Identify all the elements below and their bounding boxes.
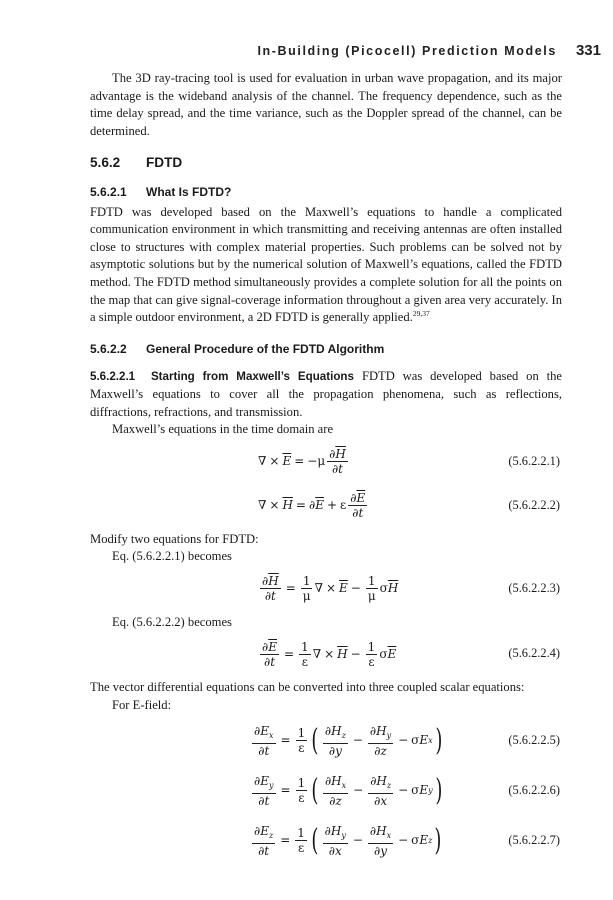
section-title: FDTD [146,155,183,171]
running-header [90,42,601,59]
equation-7-math: $\frac{\partial E_z}{\partial t}$ = $\frac{1}{\varepsilon}$ ( $\frac{\partial H_y}{\partial x}$ − $\frac{\partial H_x}{\partial y}$ − σ E z ) [254,822,442,858]
eq1-becomes: Eq. (5.6.2.2.1) becomes [112,549,232,564]
subsection-2-heading [90,341,562,359]
equation-7 [90,819,562,863]
equation-6 [90,769,562,813]
equation-4-math: $\frac{\partial\overline{E}}{\partial t}$ = $\frac{1}{\varepsilon}$ ∇ × $\overline{H}$ − $\frac{1}{\varepsilon}$ σ $\overline{E}$ [262,639,397,669]
section-number: 5.6.2 [90,155,121,171]
running-title: In-Building (Picocell) Prediction Models [257,44,557,58]
equation-1-label: (5.6.2.2.1) [508,453,560,468]
equation-5-label: (5.6.2.2.5) [508,732,560,747]
subsubsection-text: FDTD was developed based on the Maxwell’s equations to cover all the propagation phenomena, such as reflections, diffractions, refractions, and transmission. [90,369,562,419]
equation-7-label: (5.6.2.2.7) [508,832,560,847]
subsection-1-heading [90,184,562,202]
subsubsection-number: 5.6.2.2.1 [90,370,136,384]
section-heading [90,154,562,172]
equation-2-math: ∇ × $\overline{H}$ = ∂ $\overline{E}$ + ε $\frac{\partial\overline{E}}{\partial t}$ [258,491,366,521]
subsubsection-title: Starting from Maxwell’s Equations [150,370,354,384]
subsubsection-paragraph [90,368,562,421]
citation: 29,37 [412,308,430,318]
equation-1-math: ∇ × $\overline{E}$ = −μ $\frac{\partial\overline{H}}{\partial t}$ [258,447,346,477]
page-body [90,70,562,869]
equation-3-math: $\frac{\partial\overline{H}}{\partial t}$ = $\frac{1}{\mu}$ ∇ × $\overline{E}$ − $\frac{1}{\mu}$ σ $\overline{H}$ [262,574,399,604]
equation-3 [90,570,562,608]
subsection-1-title: What Is FDTD? [146,184,232,199]
subsection-2-title: General Procedure of the FDTD Algorithm [146,341,385,356]
for-e-field: For E-field: [112,698,172,713]
equation-3-label: (5.6.2.2.3) [508,581,560,596]
vector-text: The vector differential equations can be converted into three coupled scalar equations: [90,680,525,695]
modify-text: Modify two equations for FDTD: [90,531,259,546]
subsection-1-number: 5.6.2.1 [90,184,127,199]
page-number: 331 [575,42,601,59]
equation-6-math: $\frac{\partial E_y}{\partial t}$ = $\frac{1}{\varepsilon}$ ( $\frac{\partial H_x}{\partial z}$ − $\frac{\partial H_z}{\partial x}$ − σ E y ) [254,772,443,808]
equation-5-math: $\frac{\partial E_x}{\partial t}$ = $\frac{1}{\varepsilon}$ ( $\frac{\partial H_z}{\partial y}$ − $\frac{\partial H_y}{\partial z}$ − σ E x ) [254,722,443,758]
equation-2-label: (5.6.2.2.2) [508,497,560,512]
subsection-1-paragraph [90,204,562,327]
subsubsection-heading [90,370,354,383]
subsection-1-text: FDTD was developed based on the Maxwell’s equations to handle a complicated communication environment in which transmitting and receiving antennas are often installed close to structures with complex material properties. Such problems can be solved not by asymptotic solutions but by the numerical solution of Maxwell’s equations, called the FDTD method. The FDTD method simultaneously provides a complete solution for all the points on the map that can give signal-coverage information throughout a given area very accurately. In a simple outdoor environment, a 2D FDTD is generally applied. [90,204,562,325]
equation-5 [90,719,562,763]
equation-2 [90,487,562,525]
equation-4 [90,635,562,673]
eq2-becomes: Eq. (5.6.2.2.2) becomes [112,614,232,629]
equation-6-label: (5.6.2.2.6) [508,782,560,797]
subsection-2-number: 5.6.2.2 [90,341,127,356]
equation-1 [90,443,562,481]
maxwell-intro: Maxwell’s equations in the time domain are [112,422,334,437]
equation-4-label: (5.6.2.2.4) [508,646,560,661]
intro-paragraph: The 3D ray-tracing tool is used for evaluation in urban wave propagation, and its major advantage is the wideband analysis of the channel. The frequency dependence, such as the time delay spread, and the time variance, such as the Doppler spread of the channel, can be determined. [90,71,562,138]
